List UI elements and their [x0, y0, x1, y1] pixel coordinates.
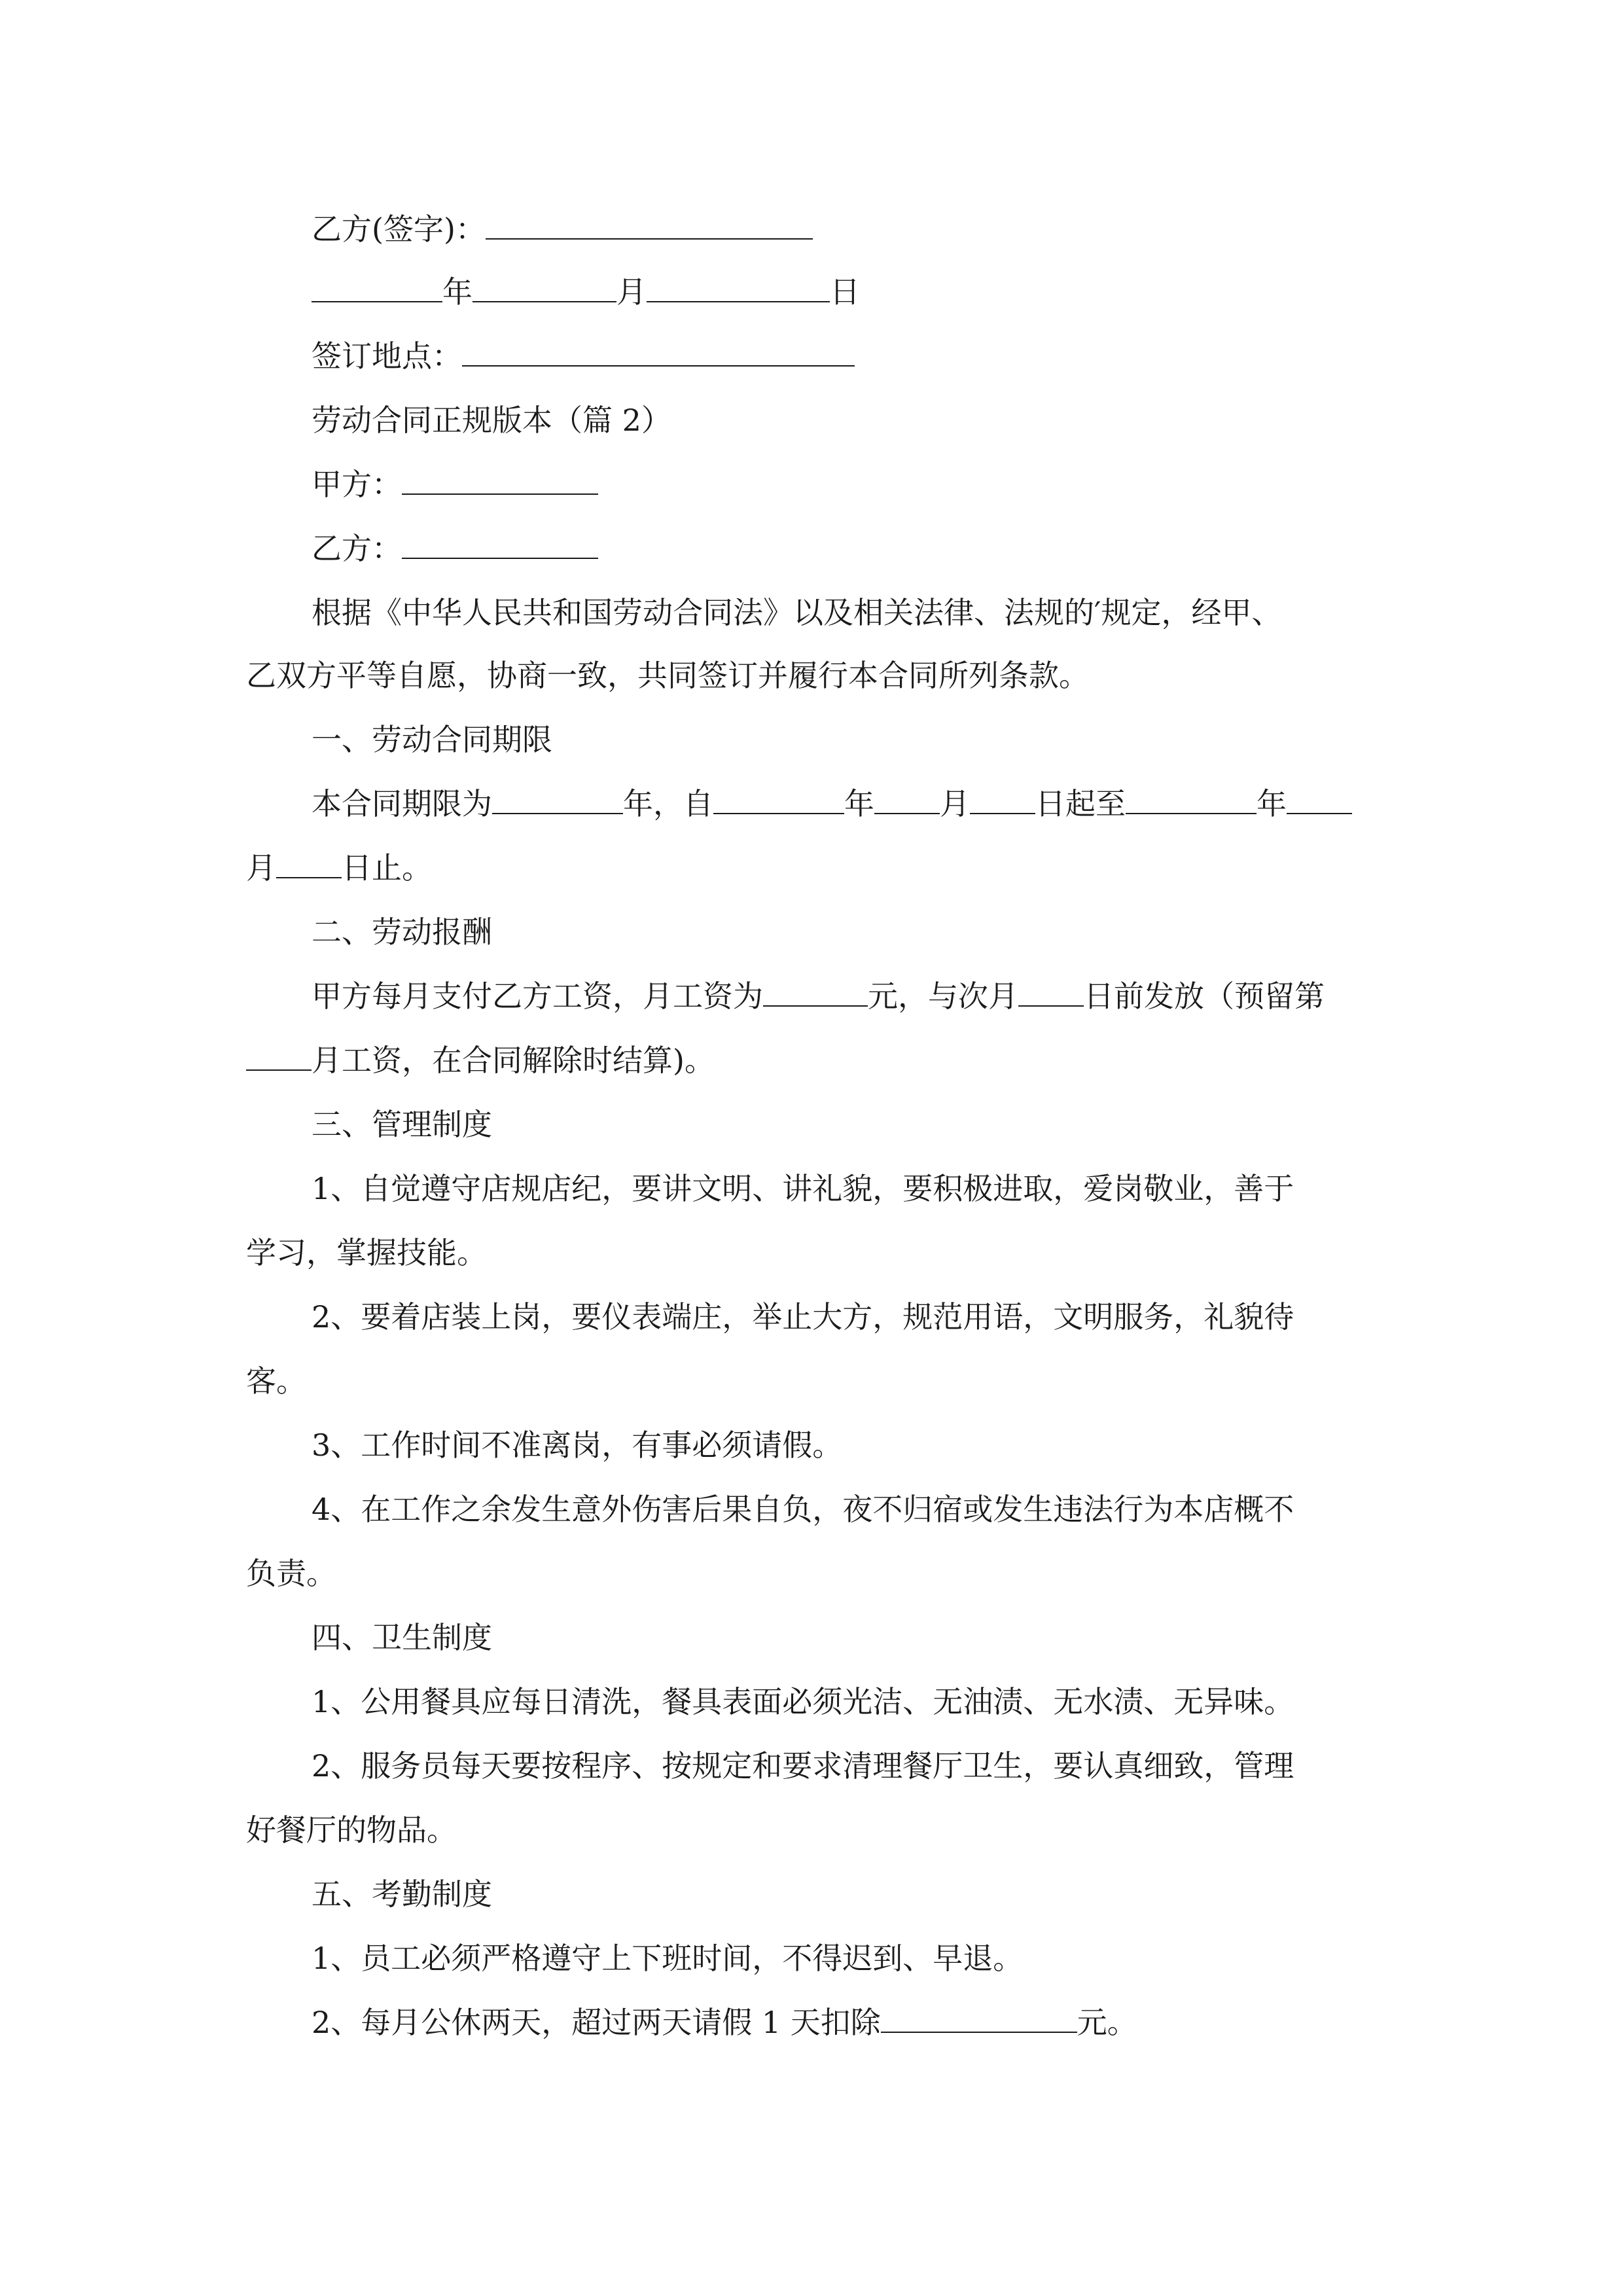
- year-blank[interactable]: [312, 274, 442, 302]
- fill-blank[interactable]: [763, 978, 868, 1007]
- paragraph-text: 乙双方平等自愿，协商一致，共同签订并履行本合同所列条款。: [246, 658, 1089, 693]
- fill-blank[interactable]: [492, 785, 623, 814]
- clause-heading: 二、劳动报酬: [312, 914, 492, 950]
- fill-blank[interactable]: [1287, 785, 1352, 814]
- term-line-cont: [246, 848, 432, 888]
- clause-heading: 四、卫生制度: [312, 1620, 492, 1655]
- day-blank[interactable]: [647, 274, 830, 302]
- fill-blank[interactable]: [1126, 785, 1257, 814]
- text-span: 日止。: [342, 850, 432, 886]
- text-span: 月: [940, 786, 970, 821]
- fill-blank[interactable]: [874, 785, 940, 814]
- text-span: 2、每月公休两天，超过两天请假 1 天扣除: [312, 2005, 881, 2040]
- paragraph-text: 2、服务员每天要按程序、按规定和要求清理餐厅卫生，要认真细致，管理: [312, 1748, 1294, 1784]
- paragraph-text: 1、公用餐具应每日清洗，餐具表面必须光洁、无油渍、无水渍、无异味。: [312, 1684, 1294, 1719]
- fill-blank[interactable]: [970, 785, 1035, 814]
- fill-blank[interactable]: [246, 1042, 312, 1071]
- clause-heading: 一、劳动合同期限: [312, 722, 552, 757]
- text-span: 年: [844, 786, 874, 821]
- sign-place-blank[interactable]: [462, 338, 855, 367]
- paragraph-text: 好餐厅的物品。: [246, 1812, 457, 1848]
- paragraph-text: 客。: [246, 1363, 306, 1399]
- paragraph-text: 3、工作时间不准离岗，有事必须请假。: [312, 1427, 843, 1463]
- text-span: 日前发放（预留第: [1084, 978, 1325, 1014]
- paragraph-text: 学习，掌握技能。: [246, 1235, 487, 1270]
- month-blank[interactable]: [473, 274, 616, 302]
- salary-line-cont: [246, 1041, 715, 1080]
- paragraph-text: 1、员工必须严格遵守上下班时间，不得迟到、早退。: [312, 1941, 1024, 1976]
- text-span: 年，自: [623, 786, 713, 821]
- clause-heading: 三、管理制度: [312, 1107, 492, 1142]
- sign-place-line: [312, 336, 855, 376]
- month-label: 月: [616, 274, 647, 310]
- fill-blank[interactable]: [713, 785, 844, 814]
- text-span: 甲方每月支付乙方工资，月工资为: [312, 978, 763, 1014]
- text-span: 年: [1257, 786, 1287, 821]
- party-b-line: [312, 529, 598, 568]
- paragraph-text: 2、要着店装上岗，要仪表端庄，举止大方，规范用语，文明服务，礼貌待: [312, 1299, 1294, 1335]
- party-a-blank[interactable]: [402, 466, 598, 495]
- paragraph-text: 负责。: [246, 1556, 336, 1591]
- text-span: 月工资，在合同解除时结算)。: [312, 1043, 715, 1078]
- leave-deduction-line: [312, 2003, 1137, 2042]
- text-span: 元，与次月: [868, 978, 1018, 1014]
- salary-line: [312, 977, 1325, 1016]
- party-a-line: [312, 465, 598, 504]
- clause-heading: 五、考勤制度: [312, 1876, 492, 1912]
- signature-blank[interactable]: [486, 211, 813, 240]
- term-line: [312, 784, 1352, 823]
- fill-blank[interactable]: [1018, 978, 1084, 1007]
- text-span: 元。: [1077, 2005, 1137, 2040]
- party-b-signature-label: 乙方(签字)：: [312, 211, 486, 247]
- text-span: 本合同期限为: [312, 786, 492, 821]
- day-label: 日: [830, 274, 860, 310]
- paragraph-text: 4、在工作之余发生意外伤害后果自负，夜不归宿或发生违法行为本店概不: [312, 1492, 1294, 1527]
- paragraph-text: 1、自觉遵守店规店纪，要讲文明、讲礼貌，要积极进取，爱岗敬业，善于: [312, 1171, 1294, 1206]
- year-label: 年: [442, 274, 473, 310]
- party-b-signature-line: [312, 209, 813, 249]
- paragraph-text: 根据《中华人民共和国劳动合同法》以及相关法律、法规的′规定，经甲、: [312, 595, 1282, 630]
- text-span: 日起至: [1035, 786, 1126, 821]
- sign-place-label: 签订地点：: [312, 338, 462, 374]
- fill-blank[interactable]: [881, 2004, 1077, 2033]
- party-a-label: 甲方：: [312, 467, 402, 502]
- text-span: 月: [246, 850, 276, 886]
- party-b-label: 乙方：: [312, 531, 402, 566]
- date-line: [312, 272, 860, 312]
- section-heading: 劳动合同正规版本（篇 2）: [312, 403, 671, 438]
- party-b-blank[interactable]: [402, 530, 598, 559]
- fill-blank[interactable]: [276, 850, 342, 878]
